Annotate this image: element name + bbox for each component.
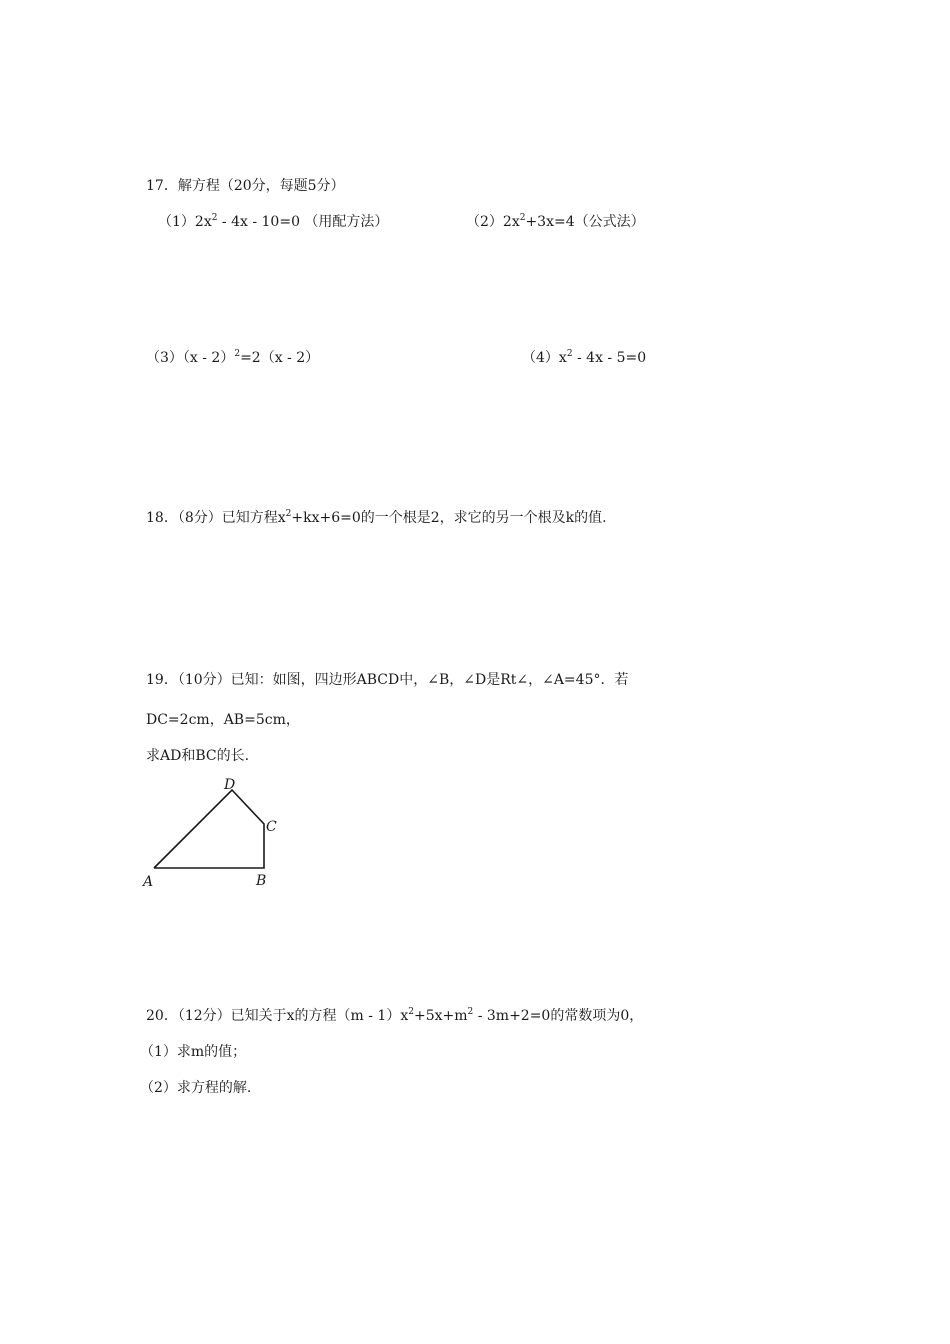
q17-part3-exponent: 2: [234, 349, 241, 359]
q18-exponent: 2: [285, 509, 292, 519]
q20-exponent-2: 2: [467, 1007, 474, 1017]
q17-part1-exponent: 2: [211, 213, 218, 223]
q20-mid: +5x+m: [413, 1008, 468, 1024]
q17-part3-post: =2（x - 2）: [240, 350, 320, 366]
quadrilateral-abcd-figure: [140, 776, 290, 894]
q17-title: 17．解方程（20分，每题5分）: [146, 178, 345, 194]
q18-pre: 18．（8分）已知方程x: [146, 510, 286, 526]
q20-text: [146, 1006, 643, 1026]
q17-part4-post: - 4x - 5=0: [572, 350, 647, 366]
q20-exponent-1: 2: [408, 1007, 414, 1017]
q17-part2-exponent: 2: [519, 213, 526, 223]
q19-line3: 求AD和BC的长.: [146, 748, 250, 764]
q17-part2: [466, 212, 645, 232]
q17-part1-post: - 4x - 10=0 （用配方法）: [217, 214, 389, 230]
quadrilateral-outline: [154, 790, 264, 868]
q17-part2-pre: （2）2x: [466, 214, 520, 230]
q20-part1: （1）求m的值；: [140, 1044, 247, 1060]
vertex-label-a: A: [143, 874, 154, 890]
q17-part3-pre: （3）（x - 2）: [146, 350, 235, 366]
q20-part2: （2）求方程的解.: [140, 1080, 252, 1096]
q17-part1-pre: （1）2x: [158, 214, 212, 230]
q17-part3: [146, 348, 319, 368]
q20-pre: 20．（12分）已知关于x的方程（m - 1）x: [146, 1008, 409, 1024]
vertex-label-c: C: [266, 819, 277, 835]
q18-text: [146, 508, 607, 528]
q19-line2: DC=2cm，AB=5cm，: [146, 712, 300, 728]
vertex-label-b: B: [256, 873, 267, 889]
q17-part4-exponent: 2: [566, 349, 573, 359]
q17-part4: [522, 348, 646, 368]
q19-line1: 19．（10分）已知：如图，四边形ABCD中，∠B，∠D是Rt∠，∠A=45°．若: [146, 672, 629, 688]
q17-part4-pre: （4）x: [522, 350, 567, 366]
q17-part1: [158, 212, 388, 232]
q20-post: - 3m+2=0的常数项为0，: [473, 1008, 644, 1024]
q18-post: +kx+6=0的一个根是2，求它的另一个根及k的值.: [291, 510, 607, 526]
vertex-label-d: D: [224, 777, 236, 793]
q17-part2-post: +3x=4（公式法）: [525, 214, 645, 230]
